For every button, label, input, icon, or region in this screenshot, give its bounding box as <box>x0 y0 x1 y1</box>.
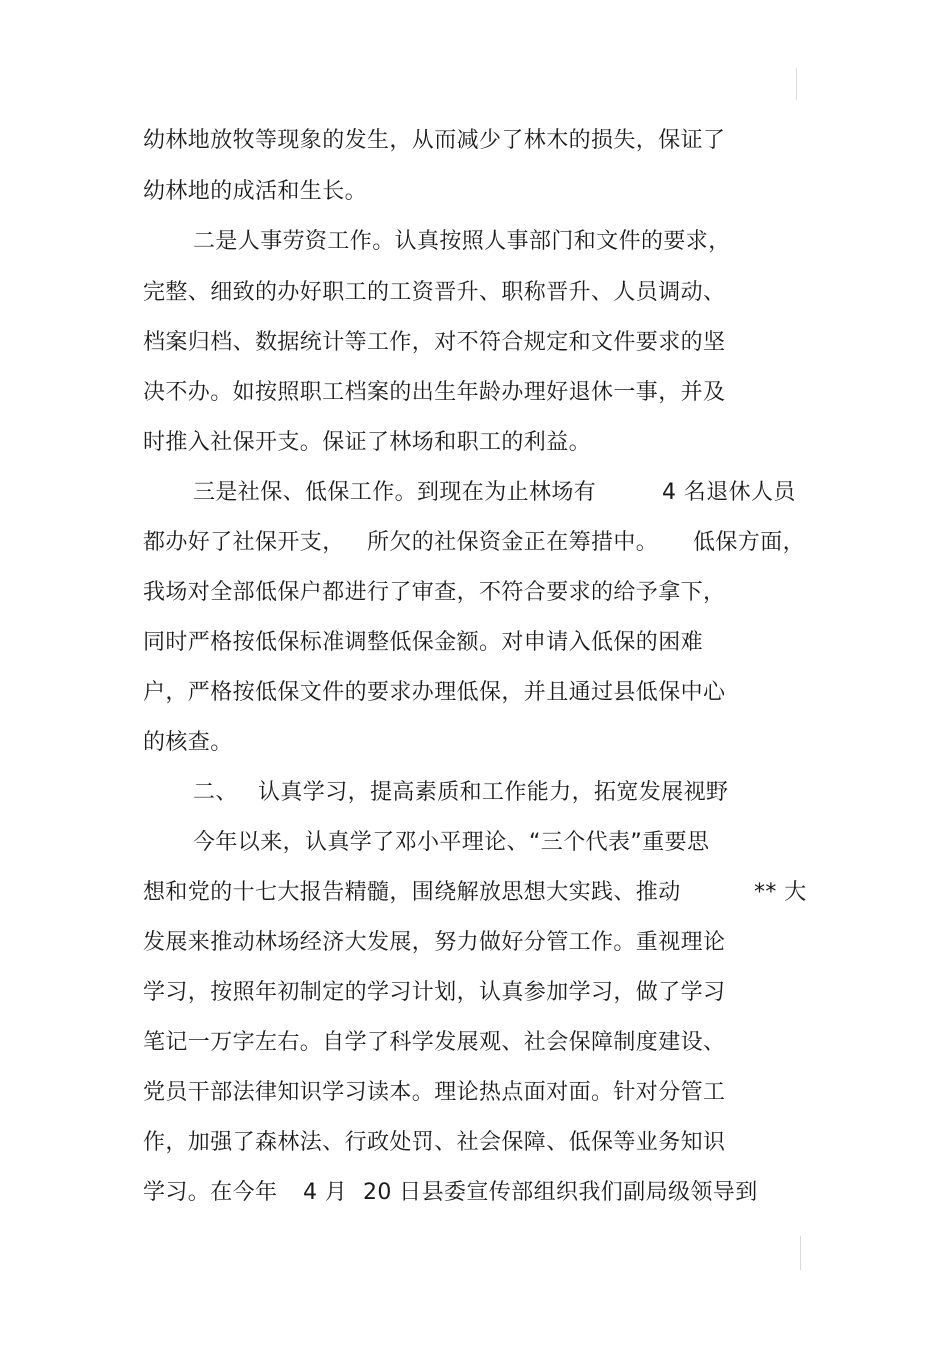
text-line <box>0 1179 950 1319</box>
text-segment: 二是人事劳资工作。认真按照人事部门和文件的要求， <box>193 229 731 254</box>
text-segment: 时推入社保开支。保证了林场和职工的利益。 <box>143 430 592 455</box>
margin-mark-top <box>796 68 797 100</box>
text-segment: 户，严格按低保文件的要求办理低保，并且通过县低保中心 <box>143 680 726 705</box>
margin-mark-bottom <box>800 1236 801 1270</box>
text-segment: 作，加强了森林法、行政处罚、社会保障、低保等业务知识 <box>143 1130 726 1155</box>
text-segment: 今年以来，认真学了邓小平理论、“三个代表”重要思 <box>193 830 710 855</box>
text-segment: 学习。在今年 <box>143 1180 278 1205</box>
text-segment: 4 月 <box>303 1180 348 1205</box>
text-segment: 学习，按照年初制定的学习计划，认真参加学习，做了学习 <box>143 980 726 1005</box>
text-segment: 笔记一万字左右。自学了科学发展观、社会保障制度建设、 <box>143 1030 726 1055</box>
text-segment: 都办好了社保开支， <box>143 530 345 555</box>
text-segment: 幼林地放牧等现象的发生，从而减少了林木的损失，保证了 <box>143 128 726 153</box>
text-segment: 4 名退休人员 <box>662 480 796 505</box>
text-segment: 二、 <box>193 780 238 805</box>
text-segment: 发展来推动林场经济大发展，努力做好分管工作。重视理论 <box>143 930 726 955</box>
text-segment: 决不办。如按照职工档案的出生年龄办理好退休一事，并及 <box>143 380 726 405</box>
text-segment: 三是社保、低保工作。到现在为止林场有 <box>193 480 597 505</box>
text-segment: 我场对全部低保户都进行了审查，不符合要求的给予拿下， <box>143 580 726 605</box>
text-segment: 同时严格按低保标准调整低保金额。对申请入低保的困难 <box>143 630 704 655</box>
text-segment: 档案归档、数据统计等工作，对不符合规定和文件要求的坚 <box>143 330 726 355</box>
text-segment: 认真学习，提高素质和工作能力，拓宽发展视野 <box>258 780 729 805</box>
text-segment: 完整、细致的办好职工的工资晋升、职称晋升、人员调动、 <box>143 280 726 305</box>
text-segment: 党员干部法律知识学习读本。理论热点面对面。针对分管工 <box>143 1080 726 1105</box>
text-segment: 20 日县委宣传部组织我们副局级领导到 <box>363 1180 758 1205</box>
text-segment: 幼林地的成活和生长。 <box>143 179 368 204</box>
text-segment: ** 大 <box>754 880 807 905</box>
text-segment: 低保方面， <box>693 530 806 555</box>
text-segment: 的核查。 <box>143 730 233 755</box>
text-segment: 想和党的十七大报告精髓，围绕解放思想大实践、推动 <box>143 880 681 905</box>
text-segment: 所欠的社保资金正在筹措中。 <box>367 530 659 555</box>
